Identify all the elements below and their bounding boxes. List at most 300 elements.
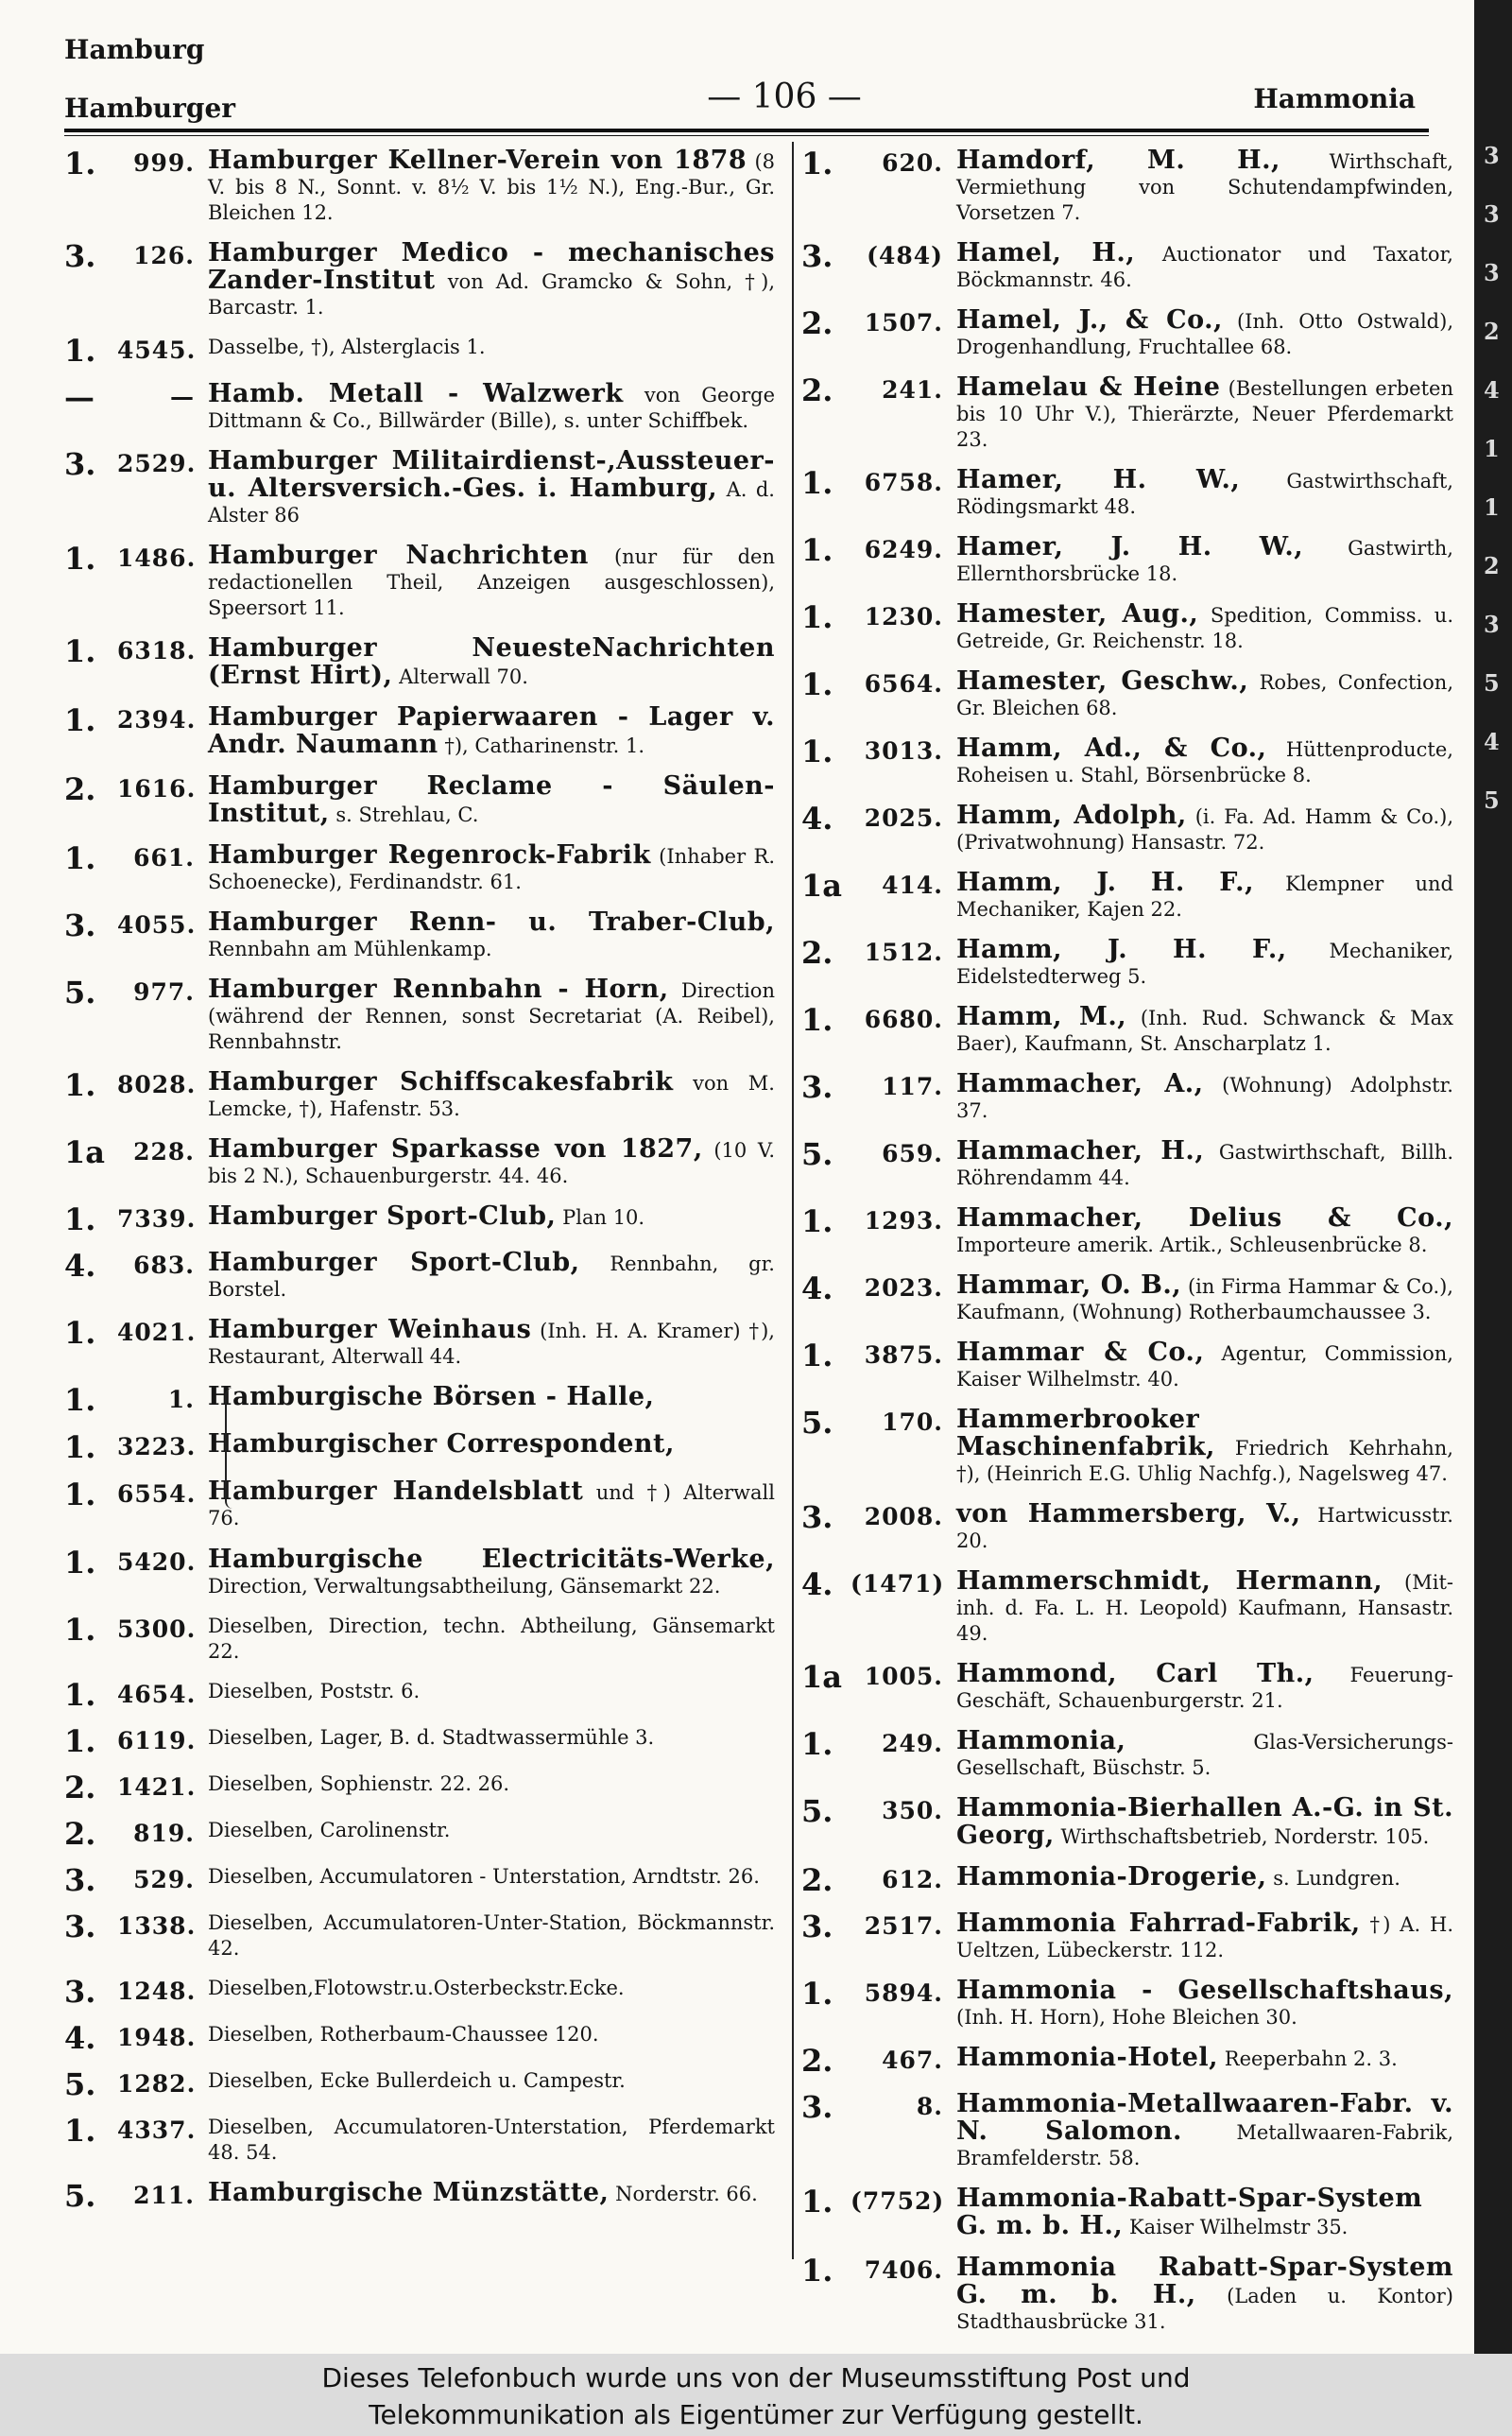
- directory-entry: [64, 1136, 775, 1189]
- entry-phone-number: 1293.: [864, 1207, 943, 1235]
- entry-phone-number: 2517.: [864, 1912, 943, 1940]
- entry-district: 3.: [64, 907, 96, 943]
- entry-details: Gastwirthschaft, Rödingsmarkt 48.: [956, 470, 1453, 518]
- entry-district: 1.: [64, 146, 96, 181]
- entry-text: [208, 381, 775, 434]
- entry-details: †) A. H. Ueltzen, Lübeckerstr. 112.: [956, 1913, 1454, 1961]
- entry-name: Hamm, J. H. F.,: [956, 935, 1287, 964]
- entry-phone-number: 4545.: [117, 337, 197, 364]
- entry-district: 1.: [64, 633, 96, 669]
- entry-district: 4.: [64, 1248, 96, 1284]
- directory-entry: [64, 1317, 775, 1370]
- entry-details: Wirthschaftsbetrieb, Norderstr. 105.: [1060, 1825, 1430, 1848]
- entry-district: 3.: [64, 1862, 96, 1898]
- entry-name: Hammonia Rabatt-Spar-System G. m. b. H.,: [956, 2253, 1453, 2309]
- directory-entry: [801, 1339, 1453, 1392]
- entry-details: (10 V. bis 2 N.), Schauenburgerstr. 44. 46.: [208, 1139, 775, 1187]
- directory-entry: [64, 704, 775, 759]
- directory-entry: [801, 534, 1453, 587]
- directory-entry: [801, 467, 1453, 520]
- entry-phone-number: 6758.: [864, 469, 943, 496]
- entry-text: [956, 1661, 1453, 1714]
- entry-phone-number: 1282.: [117, 2070, 197, 2098]
- entry-phone-number: 1338.: [117, 1912, 197, 1940]
- entry-name: Hammonia-Rabatt-Spar-System G. m. b. H.,: [956, 2184, 1423, 2240]
- entry-text: [208, 1614, 775, 1665]
- entry-district: 1.: [64, 1382, 96, 1418]
- entry-phone-number: 350.: [882, 1797, 943, 1824]
- entry-details: Dasselbe, †), Alsterglacis 1.: [208, 336, 486, 358]
- directory-entry: [64, 1069, 775, 1122]
- entry-phone-number: 2025.: [864, 804, 943, 832]
- entry-phone-number: 241.: [882, 376, 943, 404]
- entry-district: 3.: [64, 1974, 96, 2010]
- entry-text: [208, 1976, 775, 2008]
- entry-phone-number: 4654.: [117, 1681, 197, 1708]
- directory-entry: [801, 1910, 1453, 1963]
- entry-details: Robes, Confection, Gr. Bleichen 68.: [956, 671, 1453, 719]
- entry-text: [208, 448, 775, 528]
- entry-details: Klempner und Mechaniker, Kajen 22.: [956, 872, 1453, 921]
- entry-name: Hamburger Sport-Club,: [208, 1248, 580, 1277]
- entry-text: [208, 2115, 775, 2166]
- entry-details: Norderstr. 66.: [615, 2183, 758, 2205]
- entry-details: von Ad. Gramcko & Sohn, †), Barcastr. 1.: [208, 270, 775, 319]
- entry-district: 1.: [801, 465, 833, 501]
- entry-details: Dieselben, Direction, techn. Abtheilung, Gänsemarkt 22.: [208, 1615, 775, 1663]
- entry-phone-number: (1471): [850, 1570, 945, 1598]
- entry-name: Hamburger Militairdienst-,Aussteuer- u. Altersversich.-Ges. i. Hamburg,: [208, 446, 775, 503]
- entry-phone-number: 2394.: [117, 706, 197, 734]
- entry-district: 1.: [801, 1002, 833, 1038]
- entry-phone-number: 1616.: [117, 775, 197, 803]
- directory-entry: [64, 842, 775, 895]
- edge-column-mark: 1: [1484, 493, 1500, 521]
- entry-details: Rennbahn, gr. Borstel.: [208, 1253, 775, 1301]
- entry-details: Dieselben, Accumulatoren-Unterstation, Pferdemarkt 48. 54.: [208, 2116, 775, 2164]
- entry-details: (Bestellungen erbeten bis 10 Uhr V.), Thierärzte, Neuer Pferdemarkt 23.: [956, 377, 1453, 451]
- entry-details: Dieselben, Rotherbaum-Chaussee 120.: [208, 2023, 599, 2046]
- directory-entry: [801, 803, 1453, 855]
- entry-text: [208, 1546, 775, 1599]
- entry-details: (Inhaber R. Schoenecke), Ferdinandstr. 61.: [208, 845, 775, 893]
- directory-entry: [64, 1203, 775, 1235]
- entry-district: 1a: [64, 1134, 105, 1170]
- entry-details: von M. Lemcke, †), Hafenstr. 53.: [208, 1072, 775, 1120]
- entry-text: [208, 842, 775, 895]
- entry-text: [956, 1501, 1453, 1554]
- left-column: [64, 147, 775, 2226]
- entry-details: Rennbahn am Mühlenkamp.: [208, 938, 492, 960]
- entry-text: [956, 1004, 1453, 1057]
- entry-phone-number: 5420.: [117, 1548, 197, 1576]
- entry-district: 2.: [801, 2043, 833, 2079]
- entry-phone-number: 3013.: [864, 737, 943, 765]
- entry-text: [208, 2180, 775, 2212]
- directory-entry: [801, 1661, 1453, 1714]
- directory-entry: [801, 668, 1453, 721]
- entry-district: 1.: [801, 1726, 833, 1762]
- edge-column-mark: 3: [1484, 259, 1500, 286]
- header-rule: [64, 129, 1429, 132]
- entry-phone-number: 661.: [133, 844, 195, 872]
- entry-phone-number: 4055.: [117, 911, 197, 939]
- directory-entry: [64, 635, 775, 690]
- directory-entry: [801, 2185, 1453, 2240]
- entry-details: (Inh. Otto Ostwald), Drogenhandlung, Fruchtallee 68.: [956, 310, 1453, 358]
- entry-district: 3.: [64, 446, 96, 482]
- entry-text: [208, 1864, 775, 1896]
- entry-district: 3.: [801, 1069, 833, 1105]
- entry-name: Hamburger Rennbahn - Horn,: [208, 975, 669, 1004]
- entry-text: [208, 1203, 775, 1235]
- edge-column-mark: 2: [1484, 318, 1500, 345]
- entry-details: Reeperbahn 2. 3.: [1224, 2047, 1398, 2070]
- entry-phone-number: 7339.: [117, 1205, 197, 1233]
- entry-name: Hammar & Co.,: [956, 1338, 1205, 1367]
- entry-phone-number: —: [170, 383, 195, 410]
- entry-name: Hamb. Metall - Walzwerk: [208, 379, 624, 408]
- directory-entry: [64, 381, 775, 434]
- entry-phone-number: 3875.: [864, 1341, 943, 1369]
- directory-entry: [801, 1071, 1453, 1124]
- entry-details: Dieselben,Flotowstr.u.Osterbeckstr.Ecke.: [208, 1977, 625, 1999]
- entry-text: [956, 1795, 1453, 1850]
- entry-phone-number: 249.: [882, 1730, 943, 1757]
- entry-district: 1.: [64, 1677, 96, 1713]
- entry-name: Hamester, Aug.,: [956, 599, 1199, 629]
- entry-phone-number: 1.: [167, 1386, 195, 1413]
- entry-name: Hamburger Renn- u. Traber-Club,: [208, 907, 775, 937]
- entry-name: Hamburger Sparkasse von 1827,: [208, 1134, 703, 1164]
- directory-entry: [64, 1864, 775, 1896]
- right-keyword-heading: Hammonia: [1253, 83, 1416, 114]
- entry-text: [208, 1384, 775, 1416]
- entry-name: Hammonia-Metallwaaren-Fabr. v. N. Salomon.: [956, 2089, 1453, 2146]
- entry-text: [956, 601, 1453, 654]
- entry-details: Glas-Versicherungs-Gesellschaft, Büschstr. 5.: [956, 1731, 1453, 1779]
- entry-phone-number: 1421.: [117, 1773, 197, 1801]
- left-entries: [64, 147, 775, 1370]
- entry-text: [956, 147, 1453, 226]
- entry-details: Metallwaaren-Fabrik, Bramfelderstr. 58.: [956, 2121, 1453, 2169]
- entry-name: Hamburger NeuesteNachrichten (Ernst Hirt),: [208, 633, 775, 690]
- entry-name: Hamburgischer Correspondent,: [208, 1429, 675, 1459]
- entry-text: [208, 1771, 775, 1804]
- entry-name: Hammacher, Delius & Co.,: [956, 1203, 1453, 1233]
- entry-phone-number: 6564.: [864, 670, 943, 698]
- entry-phone-number: 4021.: [117, 1319, 197, 1346]
- entry-details: Dieselben, Accumulatoren-Unter-Station, Böckmannstr. 42.: [208, 1911, 775, 1960]
- entry-details: Importeure amerik. Artik., Schleusenbrücke 8.: [956, 1234, 1428, 1256]
- entry-phone-number: 228.: [133, 1138, 195, 1166]
- entry-district: 4.: [801, 1270, 833, 1306]
- directory-entry: [64, 1614, 775, 1665]
- entry-name: Hamm, Ad., & Co.,: [956, 734, 1267, 763]
- bracket-brace: [225, 1388, 234, 1509]
- directory-entry: [801, 307, 1453, 360]
- page-edge-strip: [1474, 0, 1512, 2354]
- edge-column-mark: 3: [1484, 200, 1500, 228]
- footer-notice: [0, 2354, 1512, 2436]
- entry-details: (Wohnung) Adolphstr. 37.: [956, 1074, 1453, 1122]
- entry-district: 3.: [801, 1499, 833, 1535]
- entry-details: Direction, Verwaltungsabtheilung, Gänsemarkt 22.: [208, 1575, 721, 1598]
- directory-entry: [64, 2115, 775, 2166]
- entry-phone-number: 6680.: [864, 1006, 943, 1033]
- entry-district: —: [64, 379, 94, 415]
- entry-name: Hammar, O. B.,: [956, 1270, 1182, 1300]
- directory-entry: [801, 735, 1453, 788]
- entry-details: s. Lundgren.: [1273, 1867, 1400, 1890]
- directory-entry: [801, 1205, 1453, 1258]
- directory-entry: [64, 1478, 775, 1531]
- entry-name: Hamel, J., & Co.,: [956, 305, 1223, 335]
- entry-district: 1.: [64, 702, 96, 738]
- entry-phone-number: 414.: [882, 872, 943, 899]
- entry-text: [956, 1728, 1453, 1781]
- entry-phone-number: 6554.: [117, 1480, 197, 1508]
- directory-entry: [801, 1272, 1453, 1325]
- entry-district: 4.: [64, 2020, 96, 2056]
- entry-district: 2.: [64, 1816, 96, 1852]
- entry-district: 1.: [64, 1201, 96, 1237]
- entry-text: [956, 735, 1453, 788]
- entry-district: 1.: [64, 840, 96, 876]
- entry-district: 1.: [801, 599, 833, 635]
- entry-details: Direction (während der Rennen, sonst Secretariat (A. Reibel), Rennbahnstr.: [208, 979, 775, 1053]
- entry-district: 5.: [64, 975, 96, 1011]
- entry-name: Hamm, J. H. F.,: [956, 868, 1254, 897]
- entry-district: 1.: [64, 1429, 96, 1465]
- entry-district: 1.: [801, 1338, 833, 1373]
- entry-phone-number: 8028.: [117, 1071, 197, 1098]
- entry-text: [208, 773, 775, 828]
- entry-name: Hammerbrooker Maschinenfabrik,: [956, 1405, 1215, 1461]
- directory-entry: [64, 2180, 775, 2212]
- entry-phone-number: 6318.: [117, 637, 197, 665]
- entry-name: Hamburger Regenrock-Fabrik: [208, 840, 651, 870]
- right-column: [801, 147, 1453, 2349]
- entry-name: Hamburgische Münzstätte,: [208, 2178, 610, 2207]
- entry-phone-number: 2023.: [864, 1274, 943, 1302]
- footer-line-2: Telekommunikation als Eigentümer zur Verfügung gestellt.: [369, 2399, 1143, 2430]
- entry-text: [956, 1272, 1453, 1325]
- entry-text: [208, 240, 775, 320]
- entry-name: Hamdorf, M. H.,: [956, 146, 1280, 175]
- entry-district: 2.: [801, 305, 833, 341]
- entry-text: [956, 240, 1453, 293]
- directory-entry: [801, 1004, 1453, 1057]
- edge-column-mark: 5: [1484, 786, 1500, 814]
- entry-name: Hamburger Papierwaaren - Lager v. Andr. Naumann: [208, 702, 775, 759]
- entry-district: 1.: [64, 2113, 96, 2149]
- directory-entry: [801, 1864, 1453, 1896]
- entry-name: Hamelau & Heine: [956, 372, 1221, 402]
- entry-district: 5.: [801, 1405, 833, 1441]
- directory-entry: [64, 240, 775, 320]
- directory-entry: [801, 240, 1453, 293]
- edge-column-mark: 1: [1484, 435, 1500, 462]
- entry-phone-number: 6119.: [117, 1727, 197, 1754]
- entry-details: Dieselben, Sophienstr. 22. 26.: [208, 1772, 510, 1795]
- entry-text: [208, 1069, 775, 1122]
- entry-text: [956, 534, 1453, 587]
- entry-details: †), Catharinenstr. 1.: [444, 734, 645, 757]
- entry-name: Hamel, H.,: [956, 238, 1136, 268]
- entry-name: Hammonia-Drogerie,: [956, 1862, 1267, 1892]
- entry-district: 3.: [64, 238, 96, 274]
- entry-name: Hammonia,: [956, 1726, 1126, 1755]
- directory-entry: [801, 147, 1453, 226]
- entry-district: 5.: [801, 1136, 833, 1172]
- entry-text: [208, 635, 775, 690]
- entry-district: 2.: [801, 935, 833, 971]
- entry-details: Dieselben, Ecke Bullerdeich u. Campestr.: [208, 2069, 626, 2092]
- entry-text: [956, 467, 1453, 520]
- entry-phone-number: 2529.: [117, 450, 197, 477]
- entry-details: Alterwall 70.: [399, 665, 528, 688]
- directory-entry: [801, 1407, 1453, 1487]
- directory-entry: [64, 2022, 775, 2054]
- entry-text: [208, 1725, 775, 1757]
- directory-entry: [64, 147, 775, 226]
- entry-name: Hamester, Geschw.,: [956, 666, 1249, 696]
- entry-name: Hamburger Kellner-Verein von 1878: [208, 146, 747, 175]
- entry-details: und †) Alterwall 76.: [208, 1481, 775, 1529]
- entry-details: Agentur, Commission, Kaiser Wilhelmstr. 40.: [956, 1342, 1453, 1391]
- entry-phone-number: 3223.: [117, 1433, 197, 1460]
- entry-district: 1.: [64, 1545, 96, 1581]
- directory-entry: [801, 601, 1453, 654]
- directory-entry: [801, 1501, 1453, 1554]
- entry-phone-number: 2008.: [864, 1503, 943, 1530]
- entry-details: Mechaniker, Eidelstedterweg 5.: [956, 940, 1453, 988]
- entry-name: Hamburger Nachrichten: [208, 541, 589, 570]
- entry-district: 1.: [801, 1976, 833, 2012]
- entry-name: Hamburger Reclame - Säulen-Institut,: [208, 771, 775, 828]
- entry-district: 2.: [64, 1770, 96, 1805]
- entry-district: 1.: [64, 333, 96, 369]
- entry-text: [956, 1910, 1453, 1963]
- entry-name: Hammerschmidt, Hermann,: [956, 1566, 1383, 1596]
- entry-text: [956, 1864, 1453, 1896]
- entry-phone-number: 620.: [882, 149, 943, 177]
- bracket-entries: [64, 1384, 775, 1531]
- entry-phone-number: 1512.: [864, 939, 943, 966]
- edge-column-mark: 2: [1484, 552, 1500, 579]
- directory-entry: [801, 937, 1453, 990]
- entry-details: Gastwirth, Ellernthorsbrücke 18.: [956, 537, 1453, 585]
- entry-phone-number: 211.: [133, 2182, 195, 2209]
- entry-text: [208, 1910, 775, 1961]
- edge-column-mark: 4: [1484, 728, 1500, 755]
- directory-entry: [64, 1431, 775, 1463]
- directory-entry: [801, 1138, 1453, 1191]
- entry-details: (Inh. H. A. Kramer) †), Restaurant, Alterwall 44.: [208, 1320, 775, 1368]
- entry-phone-number: 999.: [133, 149, 195, 177]
- entry-text: [208, 909, 775, 962]
- entry-phone-number: 1948.: [117, 2024, 197, 2051]
- entry-district: 1.: [801, 1203, 833, 1239]
- entry-text: [208, 976, 775, 1055]
- entry-phone-number: 1230.: [864, 603, 943, 631]
- entry-name: Hammonia - Gesellschaftshaus,: [956, 1976, 1453, 2005]
- entry-name: Hammonia Fahrrad-Fabrik,: [956, 1909, 1361, 1938]
- entry-name: Hammond, Carl Th.,: [956, 1659, 1314, 1688]
- entry-district: 2.: [801, 1862, 833, 1898]
- entry-name: von Hammersberg, V.,: [956, 1499, 1301, 1529]
- entry-name: Hamburger Schiffscakesfabrik: [208, 1067, 674, 1097]
- entry-text: [956, 307, 1453, 360]
- entry-phone-number: 170.: [882, 1408, 943, 1436]
- entry-phone-number: 1248.: [117, 1978, 197, 2005]
- directory-entry: [64, 543, 775, 621]
- edge-column-mark: 5: [1484, 669, 1500, 697]
- directory-entry: [801, 1795, 1453, 1850]
- entry-details: Dieselben, Lager, B. d. Stadtwassermühle 3.: [208, 1726, 655, 1749]
- entry-details: Dieselben, Poststr. 6.: [208, 1680, 421, 1702]
- directory-entry: [64, 773, 775, 828]
- entry-phone-number: 5300.: [117, 1615, 197, 1643]
- entry-details: A. d. Alster 86: [208, 478, 775, 527]
- entry-details: Friedrich Kehrhahn, †), (Heinrich E.G. Uhlig Nachfg.), Nagelsweg 47.: [956, 1437, 1453, 1485]
- entry-phone-number: (484): [867, 242, 943, 269]
- entry-district: 2.: [64, 771, 96, 807]
- entry-name: Hamburger Medico - mechanisches Zander-Institut: [208, 238, 775, 295]
- entry-details: (i. Fa. Ad. Hamm & Co.), (Privatwohnung) Hansastr. 72.: [956, 805, 1453, 854]
- entry-phone-number: 612.: [882, 1866, 943, 1893]
- entry-text: [956, 937, 1453, 990]
- entry-name: Hamer, H. W.,: [956, 465, 1241, 494]
- entry-text: [956, 374, 1453, 453]
- entry-district: 4.: [801, 801, 833, 837]
- directory-entry: [64, 909, 775, 962]
- entry-name: Hammonia-Hotel,: [956, 2043, 1219, 2072]
- entry-phone-number: 6249.: [864, 536, 943, 563]
- entry-text: [956, 1339, 1453, 1392]
- entry-district: 1.: [801, 2253, 833, 2289]
- entry-details: Gastwirthschaft, Billh. Röhrendamm 44.: [956, 1141, 1453, 1189]
- directory-entry: [64, 1725, 775, 1757]
- directory-entry: [64, 1679, 775, 1711]
- entry-district: 5.: [801, 1793, 833, 1829]
- entry-text: [956, 1205, 1453, 1258]
- directory-entry: [64, 1976, 775, 2008]
- directory-entry: [64, 448, 775, 528]
- entry-text: [208, 1478, 775, 1531]
- directory-entry: [64, 1250, 775, 1303]
- entry-phone-number: 126.: [133, 242, 195, 269]
- entry-district: 5.: [64, 2178, 96, 2214]
- entry-details: (Mit-inh. d. Fa. L. H. Leopold) Kaufmann, Hansastr. 49.: [956, 1571, 1453, 1645]
- entry-phone-number: 529.: [133, 1866, 195, 1893]
- entry-text: [208, 147, 775, 226]
- entry-district: 1.: [801, 666, 833, 702]
- entry-text: [208, 1679, 775, 1711]
- entry-name: Hamburgische Börsen - Halle,: [208, 1382, 655, 1411]
- entry-phone-number: 977.: [133, 978, 195, 1006]
- entry-phone-number: 1486.: [117, 544, 197, 572]
- entry-text: [956, 2091, 1453, 2171]
- entry-name: Hamburger Handelsblatt: [208, 1477, 584, 1506]
- entry-text: [956, 1071, 1453, 1124]
- column-separator: [792, 142, 794, 2259]
- entry-name: Hamburgische Electricitäts-Werke,: [208, 1545, 775, 1574]
- entry-text: [208, 1431, 775, 1463]
- directory-entry: [801, 1978, 1453, 2030]
- entry-district: 3.: [64, 1909, 96, 1944]
